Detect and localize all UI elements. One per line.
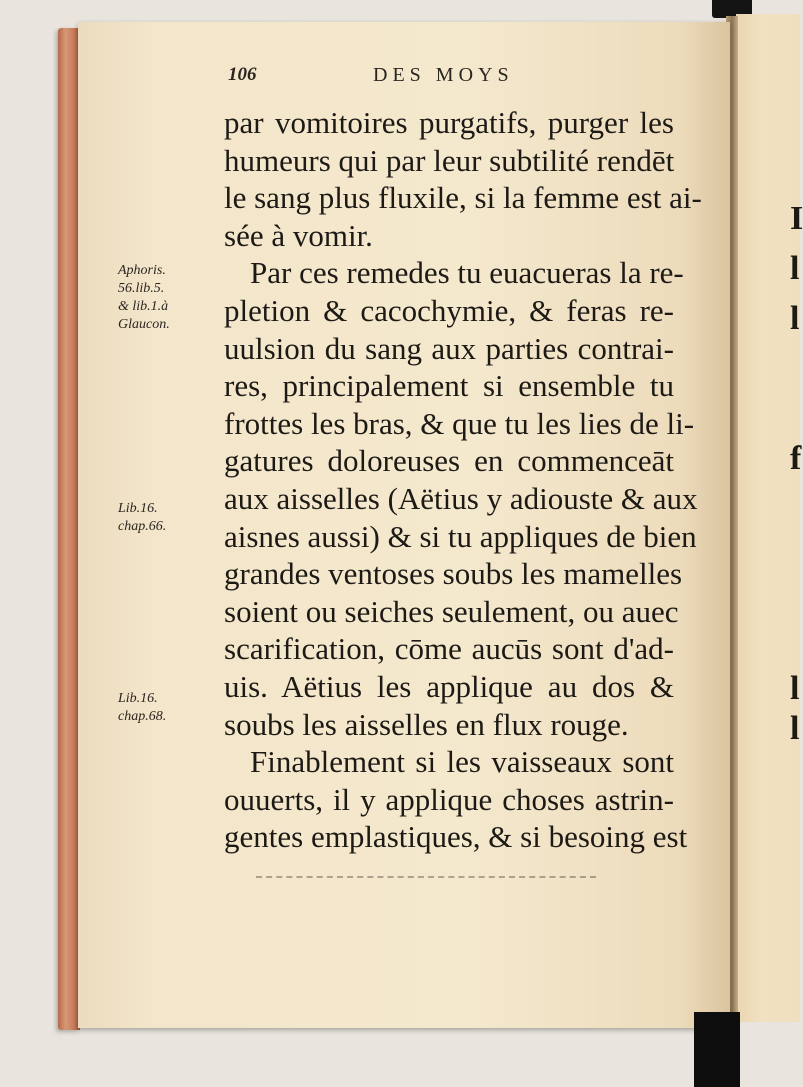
text-line: aisnes aussi) & si tu appliques de bien [224,518,697,554]
text-line: res, principalement si ensemble tu [224,368,674,404]
note-line: Aphoris. [118,263,166,278]
note-line: chap.66. [118,519,167,534]
bookmark-ribbon-bottom [694,1012,740,1087]
text-line: Par ces remedes tu euacueras la re- [250,255,684,291]
text-line: soubs les aisselles en flux rouge. [224,706,629,742]
text-line: ouuerts, il y applique choses astrin- [224,781,674,817]
page-edges [58,28,80,1030]
note-line: Lib.16. [118,501,158,516]
page-number: 106 [228,64,257,85]
facing-page-fragment: l [790,670,800,707]
note-line: & lib.1.à [118,299,169,314]
marginal-note [118,262,170,334]
text-line: uulsion du sang aux parties contrai- [224,330,674,366]
text-line: humeurs qui par leur subtilité rendēt [224,142,675,178]
note-line: 56.lib.5. [118,281,165,296]
text-line: par vomitoires purgatifs, purger les [224,105,674,140]
text-line: gentes emplastiques, & si besoing est [224,819,688,855]
text-line: soient ou seiches seulement, ou auec [224,593,679,629]
text-line: le sang plus fluxile, si la femme est ai- [224,180,702,216]
text-line: Finablement si les vaisseaux sont [250,744,674,780]
note-line: Lib.16. [118,691,158,706]
bleed-through-marks [256,876,596,882]
note-line: Glaucon. [118,317,170,332]
page-header [228,64,668,94]
text-line: uis. Aëtius les applique au dos & [224,668,674,704]
note-line: chap.68. [118,709,167,724]
main-text [224,104,702,856]
facing-page-fragment: f [790,440,802,477]
text-line: scarification, cōme aucūs sont d'ad- [224,631,674,667]
text-line: pletion & cacochymie, & feras re- [224,292,674,328]
marginal-note [118,690,166,726]
text-line: aux aisselles (Aëtius y adiouste & aux [224,480,698,516]
text-line: frottes les bras, & que tu les lies de li- [224,405,695,441]
text-line: grandes ventoses soubs les mamelles [224,556,683,592]
text-line: gatures doloreuses en commenceāt [224,443,674,479]
running-head: DES MOYS [373,64,514,86]
marginal-note [118,500,166,536]
facing-page [736,14,800,1022]
facing-page-fragment: l [790,250,800,287]
facing-page-fragment: I [790,200,803,237]
text-line: sée à vomir. [224,217,373,253]
facing-page-fragment: l [790,300,800,337]
facing-page-fragment: l [790,710,800,747]
